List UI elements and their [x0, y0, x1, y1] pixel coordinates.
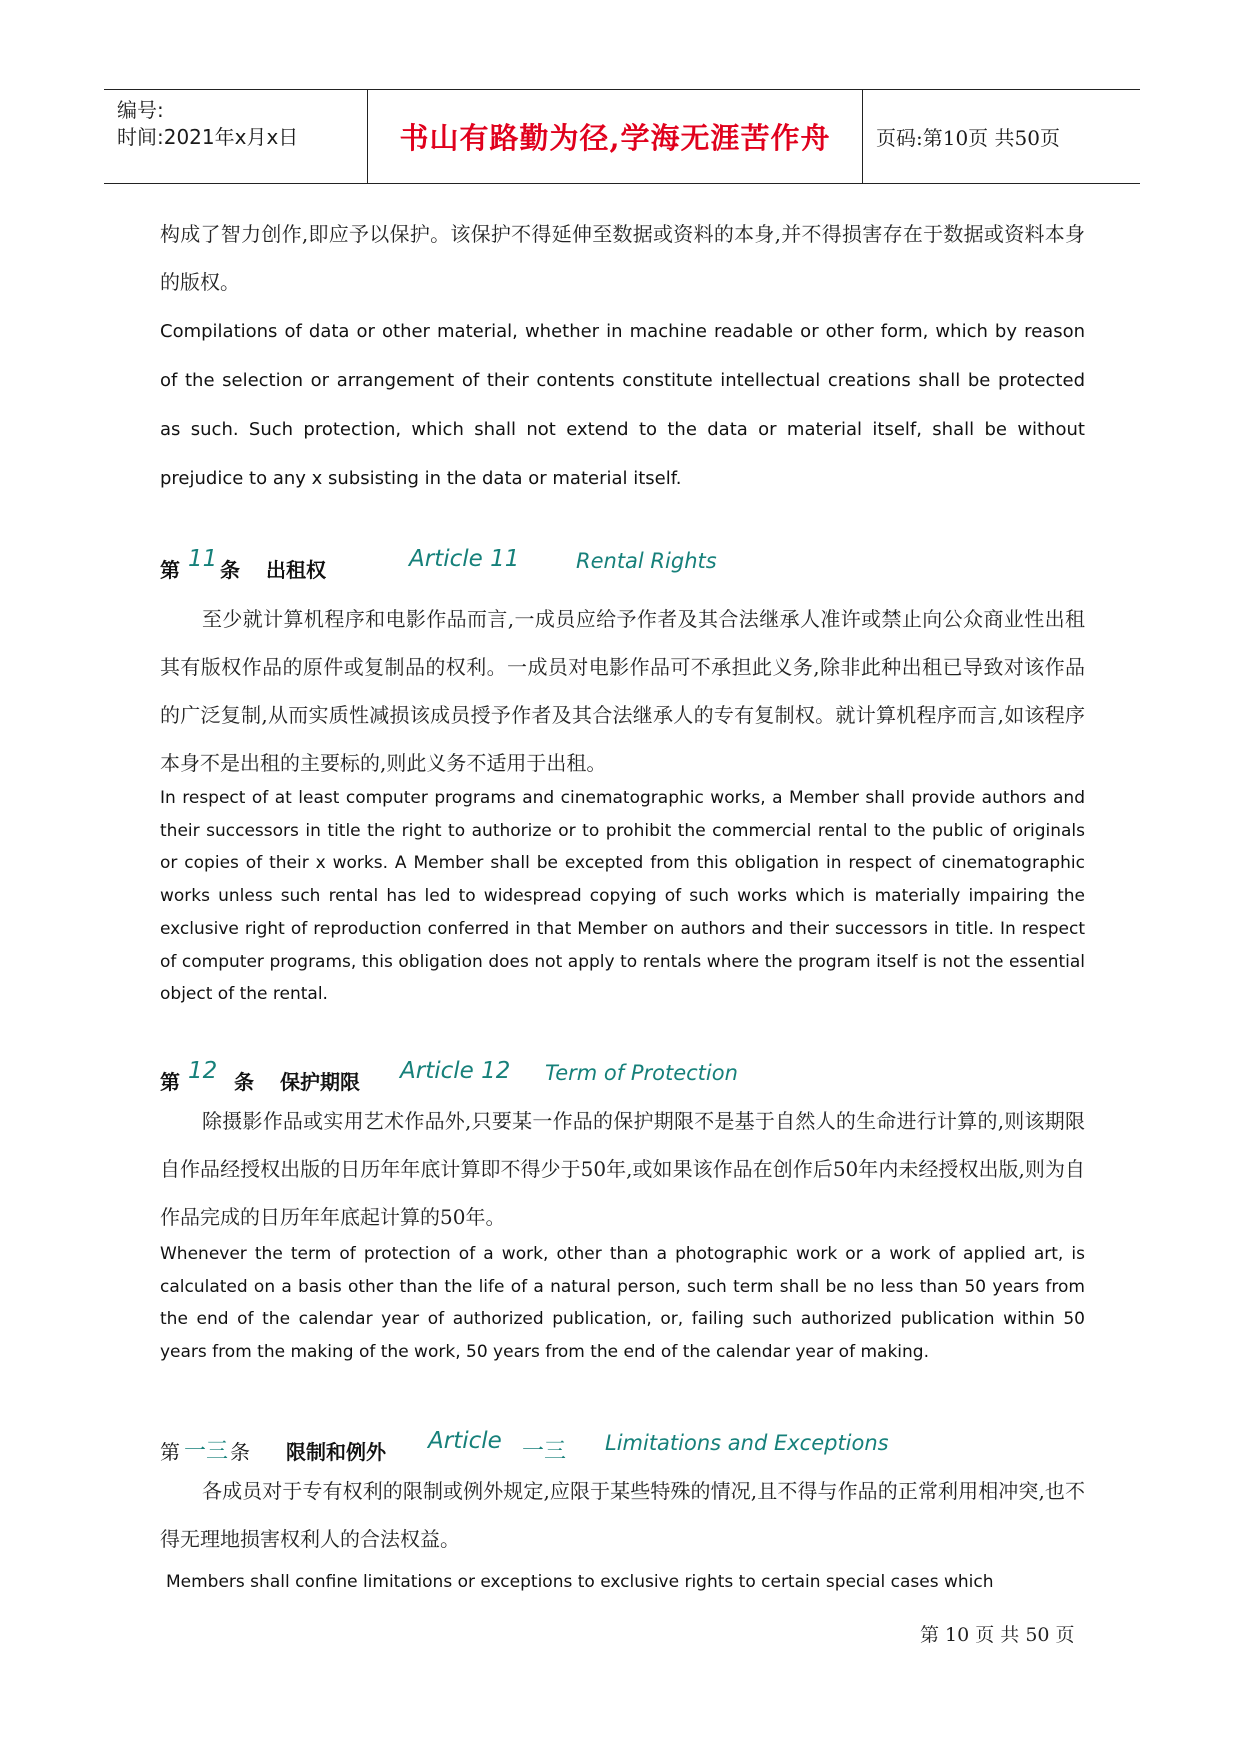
- header-motto: 书山有路勤为径,学海无涯苦作舟: [399, 121, 831, 155]
- article-12-zh-prefix: 第: [160, 1070, 180, 1094]
- article-13-en-label: Article: [428, 1428, 502, 1454]
- article-13-en-title: Limitations and Exceptions: [605, 1431, 889, 1455]
- article-11-number: 11: [188, 546, 218, 572]
- article-12-number: 12: [188, 1058, 218, 1084]
- article-11-heading: [160, 546, 1085, 586]
- continuation-en-paragraph: Compilations of data or other material, whether in machine readable or other form, which by reason of the selection or arrangement of their contents constitute intellectual creations shall be protected as such. Such protection, which shall not extend to the data or material itself, shall be without prejudice to any x subsisting in the data or material itself.: [160, 321, 1085, 489]
- article-11-zh-title: 出租权: [266, 558, 326, 582]
- page-footer: 第 10 页 共 50 页: [920, 1624, 1075, 1646]
- article-13-en-number: 一三: [522, 1439, 567, 1464]
- article-12-heading: [160, 1058, 1085, 1098]
- header-meta-cell: [104, 90, 368, 183]
- article-13-zh-suffix: 条: [230, 1440, 250, 1464]
- article-12-zh-suffix: 条: [234, 1070, 254, 1094]
- article-11-en-paragraph: In respect of at least computer programs and cinematographic works, a Member shall provide authors and their successors in title the right to authorize or to prohibit the commercial rental to the public of originals or copies of their x works. A Member shall be excepted from this obligation in respect of cinematographic works unless such rental has led to widespread copying of such works which is materially impairing the exclusive right of reproduction conferred in that Member on authors and their successors in title. In respect of computer programs, this obligation does not apply to rentals where the program itself is not the essential object of the rental.: [160, 788, 1085, 1005]
- article-11-en-label: Article 11: [409, 546, 520, 572]
- document-number-label: 编号:: [117, 98, 164, 122]
- article-12-zh-paragraph: 除摄影作品或实用艺术作品外,只要某一作品的保护期限不是基于自然人的生命进行计算的,则该期限自作品经授权出版的日历年年底计算即不得少于50年,或如果该作品在创作后50年内未经授权出版,则为自作品完成的日历年年底起计算的50年。: [160, 1109, 1085, 1229]
- article-12-en-label: Article 12: [400, 1058, 511, 1084]
- article-13-en-paragraph: Members shall confine limitations or exceptions to exclusive rights to certain special cases which: [166, 1572, 994, 1592]
- header-motto-cell: [368, 90, 863, 183]
- article-11-zh-prefix: 第: [160, 558, 180, 582]
- article-13-heading: [160, 1428, 1085, 1468]
- article-13-zh-paragraph: 各成员对于专有权利的限制或例外规定,应限于某些特殊的情况,且不得与作品的正常利用相冲突,也不得无理地损害权利人的合法权益。: [160, 1479, 1085, 1551]
- article-12-zh-title: 保护期限: [280, 1070, 360, 1094]
- header-page-cell: [863, 90, 1140, 183]
- page-header: [104, 89, 1140, 184]
- article-13-zh-title: 限制和例外: [286, 1440, 386, 1464]
- article-11-en-title: Rental Rights: [576, 549, 717, 573]
- article-13-zh-prefix: 第: [160, 1440, 180, 1464]
- header-page-label: 页码:第10页 共50页: [876, 126, 1060, 150]
- continuation-zh-paragraph: 构成了智力创作,即应予以保护。该保护不得延伸至数据或资料的本身,并不得损害存在于数据或资料本身的版权。: [160, 222, 1085, 294]
- article-12-en-paragraph: Whenever the term of protection of a work, other than a photographic work or a work of applied art, is calculated on a basis other than the life of a natural person, such term shall be no less than 50 years from the end of the calendar year of authorized publication, or, failing such authorized publication within 50 years from the making of the work, 50 years from the end of the calendar year of making.: [160, 1244, 1085, 1363]
- document-time-label: 时间:2021年x月x日: [117, 125, 299, 149]
- article-11-zh-paragraph: 至少就计算机程序和电影作品而言,一成员应给予作者及其合法继承人准许或禁止向公众商业性出租其有版权作品的原件或复制品的权利。一成员对电影作品可不承担此义务,除非此种出租已导致对该作品的广泛复制,从而实质性减损该成员授予作者及其合法继承人的专有复制权。就计算机程序而言,如该程序本身不是出租的主要标的,则此义务不适用于出租。: [160, 607, 1085, 775]
- article-11-zh-suffix: 条: [220, 558, 240, 582]
- article-13-number: 一三: [184, 1439, 229, 1464]
- article-12-en-title: Term of Protection: [545, 1061, 738, 1085]
